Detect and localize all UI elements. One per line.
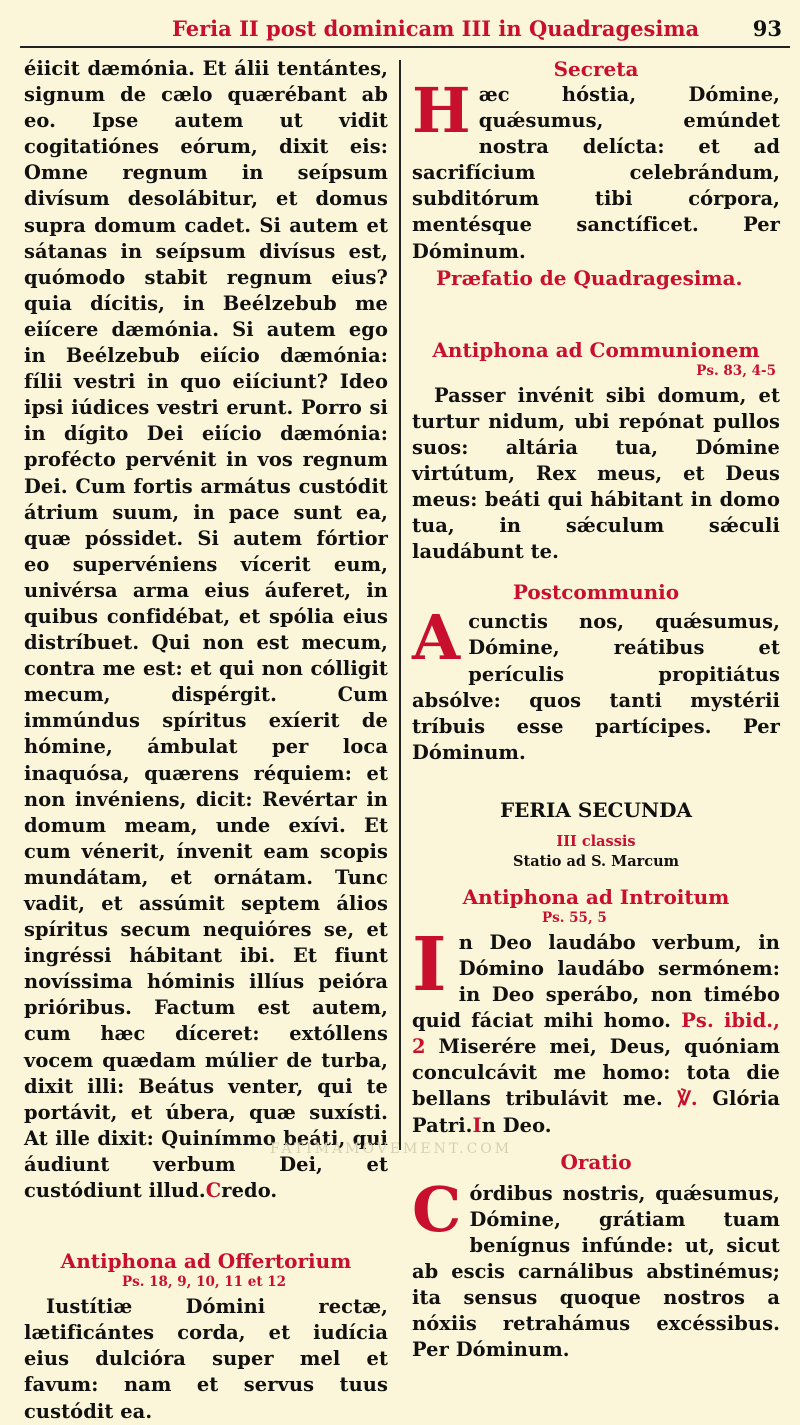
oratio-body: órdibus nostris, quǽsumus, Dómine, grátiam tuam benígnus infúnde: ut, sicut ab escis carnálibus abstinémus; ita sensus quoque nostros a nóxiis retrahámus excéssibus. Per Dóminum. — [412, 1181, 780, 1362]
repeat-initial: I — [472, 1113, 482, 1137]
secreta-body: æc hóstia, Dómine, quǽsumus, emúndet nostra delícta: et ad sacrifícium celebrándum, subditórum tibi córpora, mentésque sanctíficet. Per Dóminum. — [412, 83, 780, 263]
communion-heading: Antiphona ad Communionem — [432, 337, 760, 362]
introit-psalm-text: Miserére mei, Deus, quóniam conculcávit me homo: tota die bellans tribulávit me. — [412, 1035, 780, 1111]
introit-reference: Ps. 55, 5 — [542, 909, 607, 926]
column-divider — [399, 60, 401, 1150]
left-column — [24, 56, 388, 1425]
feria-title: FERIA SECUNDA — [499, 797, 693, 822]
postcommunion-heading: Postcommunio — [512, 580, 680, 605]
right-column — [412, 56, 780, 1363]
offertory-reference: Ps. 18, 9, 10, 11 et 12 — [121, 1274, 287, 1291]
gospel-body: éiicit dæmónia. Et álii tentántes, signum de cælo quærébant ab eo. Ipse autem ut vidit cogitatiónes eórum, dixit eis: Omne regnum in seípsum divísum desolábitur, et domus supra domum cadet. Si autem et sátanas in seípsum divísus est, quómodo stabit regnum eius? quia dícitis, in Beélzebub me eiícere dæmónia. Si autem ego in Beélzebub eiício dæmónia: fílii vestri in quo eiíciunt? Ideo ipsi iúdices vestri erunt. Porro si in dígito Dei eiício dæmónia: profécto pervénit in vos regnum Dei. Cum fortis armátus custódit átrium suum, in pace sunt ea, quæ póssidet. Si autem fórtior eo supervéniens vícerit eum, univérsa arma eius áuferet, in quibus confidébat, et spólia eius distríbuet. Qui non est mecum, contra me est: et qui non cólligit mecum, dispérgit. Cum immúndus spíritus exíerit de hómine, ámbulat per loca inaquósa, quærens réquiem: et non invéniens, dicit: Revértar in domum meam, unde exívi. Et cum vénerit, ínvenit eam scopis mundátam, et ornátam. Tunc vadit, et assúmit septem álios spíritus secum nequióres se, et ingréssi hábitant ibi. Et fiunt novíssima hóminis illíus peióra prióribus. Factum est autem, cum hæc díceret: extóllens vocem quædam múlier de turba, dixit illi: Beátus venter, qui te portávit, et úbera, quæ suxísti. At ille dixit: Quinímmo beáti, qui áudiunt verbum Dei, et custódiunt illud. — [24, 57, 388, 1203]
postcommunion-body: cunctis nos, quǽsumus, Dómine, reátibus et perículis propitiátus absólve: quos tanti mystérii tríbuis esse partícipes. Per Dóminum. — [412, 610, 780, 764]
communion-reference: Ps. 83, 4-5 — [696, 362, 776, 379]
page-header — [20, 10, 790, 48]
repeat-rest: n Deo. — [481, 1113, 552, 1137]
secreta-heading: Secreta — [553, 57, 639, 81]
offertory-heading: Antiphona ad Offertorium — [60, 1249, 352, 1274]
postcommunion-text — [412, 601, 780, 766]
secreta-dropcap: H — [412, 74, 471, 147]
running-title: Feria II post dominicam III in Quadragesima — [172, 16, 700, 41]
praefatio-rubric: Præfatio de Quadragesima. — [436, 265, 743, 290]
offertory-text: Iustítiæ Dómini rectæ, lætificántes corda, et iudícia eius dulcióra super mel et favum: nam et servus tuus custódit ea. — [24, 1295, 388, 1423]
oratio-dropcap: C — [412, 1172, 462, 1246]
classis-rubric: III classis — [556, 832, 636, 850]
communion-text: Passer invénit sibi domum, et turtur nidum, ubi repónat pullos suos: altária tua, Dómine virtútum, Rex meus, et Deus meus: beáti qui hábitant in domo tua, in sǽculum sǽculi laudábunt te. — [412, 383, 780, 564]
statio-line: Statio ad S. Marcum — [513, 852, 679, 870]
credo-rest: redo. — [221, 1179, 278, 1203]
gospel-text — [24, 56, 388, 1204]
watermark: FATIMAMOVEMENT.COM — [270, 1141, 513, 1157]
introit-psalm-reference: Ps. ibid., 2 — [412, 1009, 780, 1059]
introit-heading: Antiphona ad Introitum — [462, 884, 730, 909]
oratio-text — [412, 1172, 780, 1364]
oratio-heading: Oratio — [560, 1149, 632, 1174]
introit-dropcap: I — [412, 921, 447, 1008]
gloria-patri: Glória Patri. — [412, 1087, 780, 1137]
introit-text — [412, 921, 780, 1139]
postcommunion-dropcap: A — [412, 601, 461, 675]
versicle-symbol: ℣. — [677, 1087, 698, 1111]
credo-initial: C — [205, 1179, 222, 1203]
introit-body: n Deo laudábo verbum, in Dómino laudábo sermónem: in Deo sperábo, non timébo quid fáciat mihi homo. — [412, 930, 780, 1033]
page-number: 93 — [752, 16, 782, 41]
secreta-text — [412, 74, 780, 265]
